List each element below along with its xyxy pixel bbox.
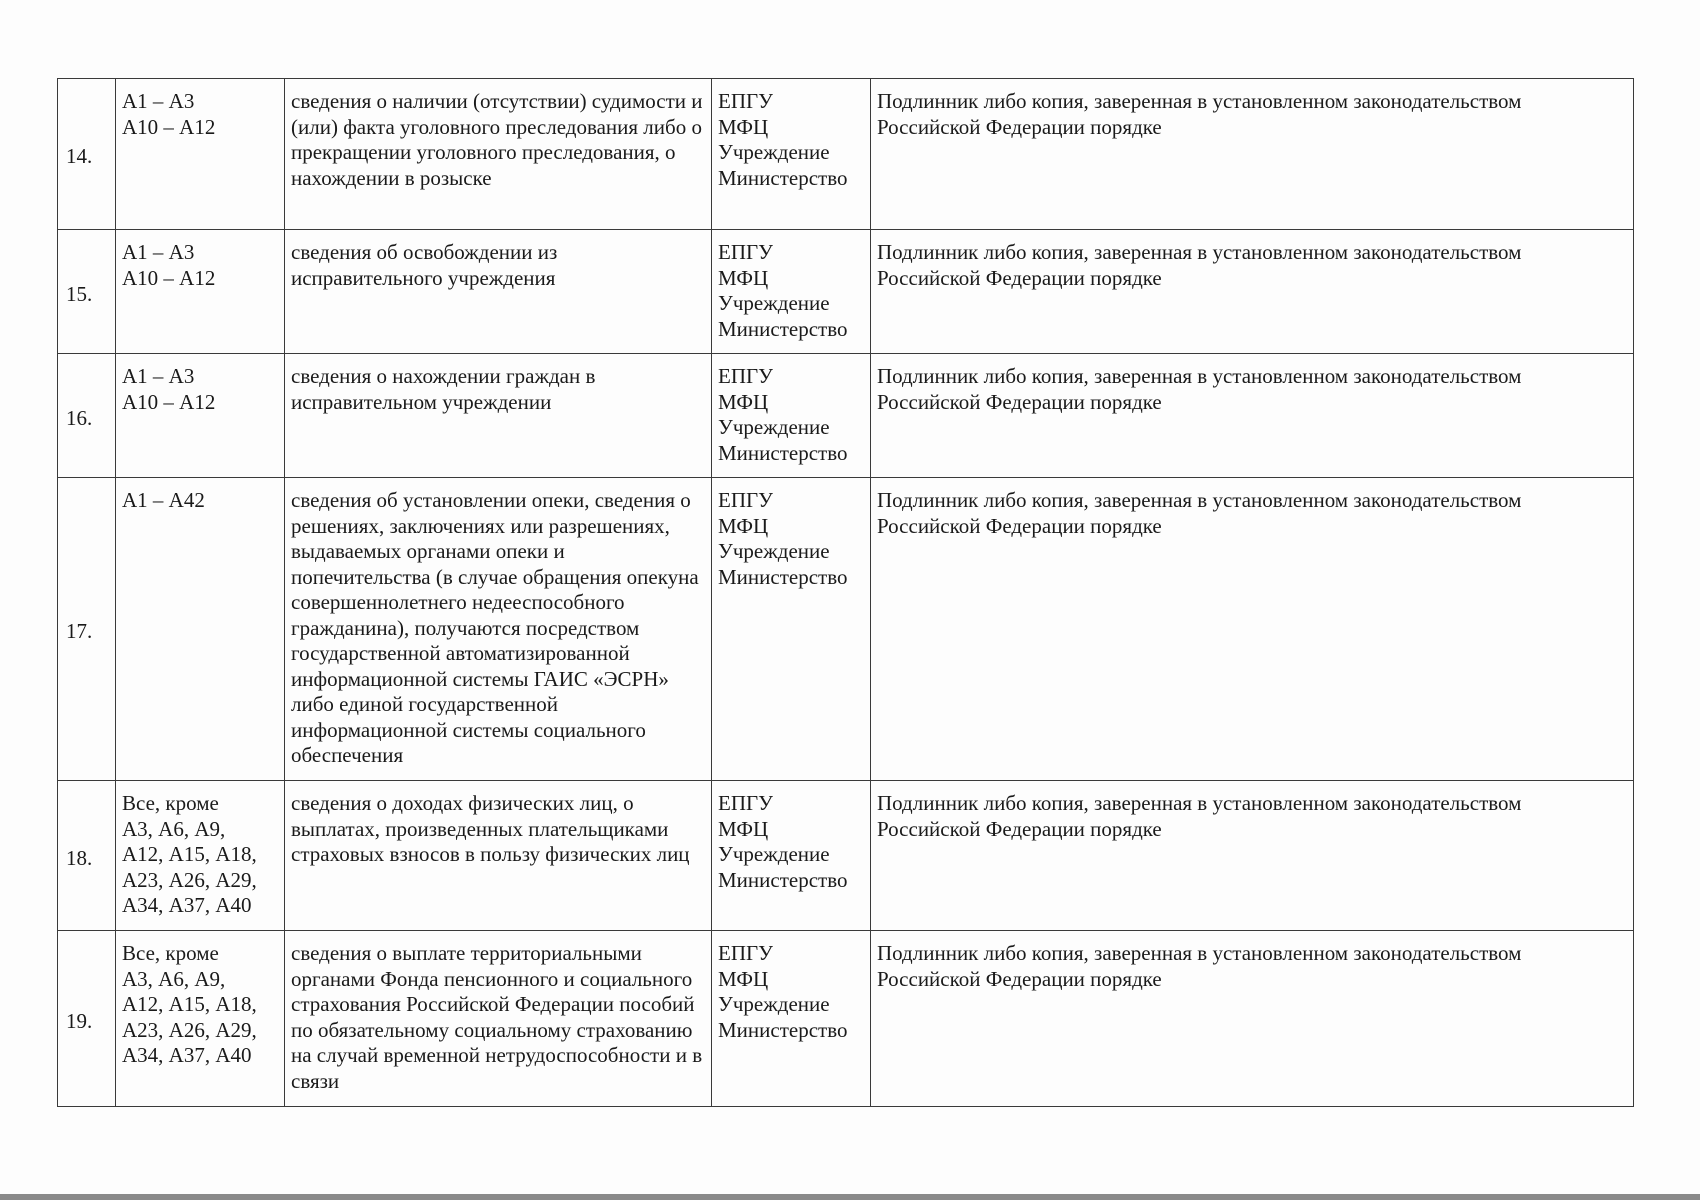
applicant-categories: Все, кроме А3, А6, А9, А12, А15, А18, А23, А26, А29, А34, А37, А40: [116, 931, 285, 1107]
document-form: Подлинник либо копия, заверенная в установленном законодательством Российской Федерации порядке: [871, 79, 1634, 230]
applicant-categories: Все, кроме А3, А6, А9, А12, А15, А18, А23, А26, А29, А34, А37, А40: [116, 781, 285, 931]
applicant-categories: А1 – А42: [116, 478, 285, 781]
submission-channels: ЕПГУ МФЦ Учреждение Министерство: [712, 79, 871, 230]
information-description: сведения о выплате территориальными органами Фонда пенсионного и социального страхования Российской Федерации пособий по обязательному социальному страхованию на случай временной нетрудоспособности и в связи: [285, 931, 712, 1107]
submission-channels: ЕПГУ МФЦ Учреждение Министерство: [712, 230, 871, 354]
table-row: [58, 230, 1634, 354]
information-description: сведения о нахождении граждан в исправительном учреждении: [285, 354, 712, 478]
information-description: сведения об освобождении из исправительного учреждения: [285, 230, 712, 354]
applicant-categories: [116, 79, 285, 230]
table-row: [58, 478, 1634, 781]
row-number: 17.: [58, 478, 116, 781]
table-row: [58, 354, 1634, 478]
row-number: 19.: [58, 931, 116, 1107]
document-form: Подлинник либо копия, заверенная в установленном законодательством Российской Федерации порядке: [871, 478, 1634, 781]
row-number: 16.: [58, 354, 116, 478]
document-form: Подлинник либо копия, заверенная в установленном законодательством Российской Федерации порядке: [871, 354, 1634, 478]
document-form: Подлинник либо копия, заверенная в установленном законодательством Российской Федерации порядке: [871, 781, 1634, 931]
submission-channels: ЕПГУ МФЦ Учреждение Министерство: [712, 931, 871, 1107]
submission-channels: ЕПГУ МФЦ Учреждение Министерство: [712, 354, 871, 478]
table-row: [58, 781, 1634, 931]
documents-table: [57, 78, 1634, 1107]
applicant-line: А10 – А12: [122, 114, 216, 139]
submission-channels: ЕПГУ МФЦ Учреждение Министерство: [712, 781, 871, 931]
applicant-categories: А1 – А3 А10 – А12: [116, 354, 285, 478]
document-form: Подлинник либо копия, заверенная в установленном законодательством Российской Федерации порядке: [871, 230, 1634, 354]
table-row: [58, 931, 1634, 1107]
table-row: [58, 79, 1634, 230]
document-form: Подлинник либо копия, заверенная в установленном законодательством Российской Федерации порядке: [871, 931, 1634, 1107]
row-number: 15.: [58, 230, 116, 354]
scan-edge-divider: [0, 1194, 1700, 1200]
submission-channels: ЕПГУ МФЦ Учреждение Министерство: [712, 478, 871, 781]
applicant-line: А1 – А3: [122, 89, 195, 113]
information-description: сведения о наличии (отсутствии) судимости и (или) факта уголовного преследования либо о прекращении уголовного преследования, о нахождении в розыске: [285, 79, 712, 230]
row-number: 18.: [58, 781, 116, 931]
information-description: сведения о доходах физических лиц, о выплатах, произведенных плательщиками страховых взносов в пользу физических лиц: [285, 781, 712, 931]
applicant-categories: А1 – А3 А10 – А12: [116, 230, 285, 354]
row-number: 14.: [58, 79, 116, 230]
information-description: сведения об установлении опеки, сведения о решениях, заключениях или разрешениях, выдаваемых органами опеки и попечительства (в случае обращения опекуна совершеннолетнего недееспособного гражданина), получаются посредством государственной автоматизированной информационной системы ГАИС «ЭСРН» либо единой государственной информационной системы социального обеспечения: [285, 478, 712, 781]
